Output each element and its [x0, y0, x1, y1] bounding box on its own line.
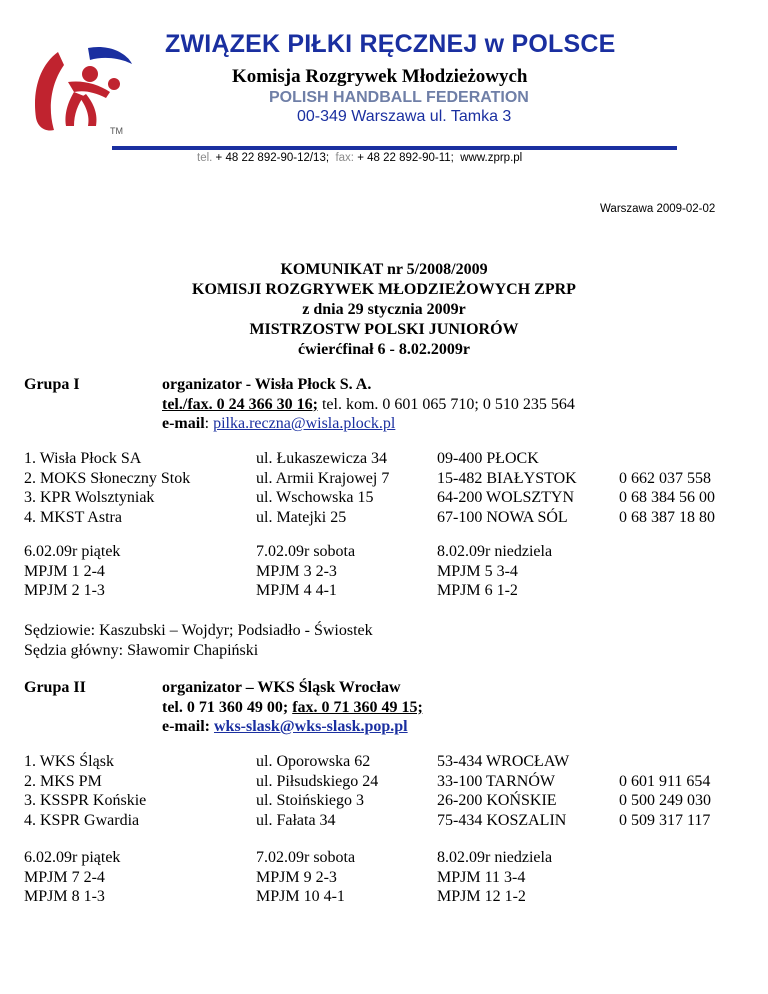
group1-tel-fax: tel./fax. 0 24 366 30 16; — [162, 395, 318, 413]
list-item: 75-434 KOSZALIN — [437, 811, 567, 829]
list-item: 0 509 317 117 — [619, 811, 711, 829]
list-item: 6.02.09r piątek — [24, 543, 121, 560]
trademark-mark: TM — [110, 126, 123, 136]
list-item: MPJM 7 2-4 — [24, 868, 105, 886]
list-item: 0 601 911 654 — [619, 772, 711, 790]
group1-referees: Sędziowie: Kaszubski – Wojdyr; Podsiadło - Świostek — [24, 622, 373, 639]
group2-organizer-block — [162, 678, 423, 737]
group2-teams — [24, 752, 146, 830]
list-item: ul. Matejki 25 — [256, 508, 347, 526]
commission-name: Komisja Rozgrywek Młodzieżowych — [232, 66, 528, 87]
document-date: Warszawa 2009-02-02 — [600, 203, 716, 215]
list-item: MPJM 12 1-2 — [437, 888, 526, 905]
list-item: ul. Łukaszewicza 34 — [256, 450, 388, 467]
list-item: 6.02.09r piątek — [24, 849, 121, 866]
list-item: 3. KSSPR Końskie — [24, 792, 147, 809]
announcement-heading — [0, 260, 768, 360]
group1-day1-schedule — [24, 542, 120, 601]
announcement-line-5: ćwierćfinał 6 - 8.02.2009r — [298, 341, 470, 358]
list-item: 26-200 KOŃSKIE — [437, 792, 557, 809]
announcement-line-2: KOMISJI ROZGRYWEK MŁODZIEŻOWYCH ZPRP — [192, 281, 576, 298]
list-item: 8.02.09r niedziela — [437, 543, 553, 560]
list-item: 64-200 WOLSZTYN — [437, 489, 575, 506]
group2-email-link[interactable]: wks-slask@wks-slask.pop.pl — [213, 718, 408, 735]
group2-email-label: e-mail: — [162, 718, 214, 735]
list-item: 1. Wisła Płock SA — [24, 450, 142, 467]
list-item: 4. KSPR Gwardia — [24, 811, 140, 829]
tel-label: tel. — [197, 152, 213, 164]
website-link[interactable]: www.zprp.pl — [460, 152, 523, 164]
group2-label: Grupa II — [24, 679, 86, 696]
list-item: 0 662 037 558 — [619, 469, 711, 487]
list-item: 53-434 WROCŁAW — [437, 753, 570, 770]
list-item: 3. KPR Wolsztyniak — [24, 489, 155, 506]
announcement-line-1: KOMUNIKAT nr 5/2008/2009 — [280, 261, 488, 278]
group1-head-referee: Sędzia główny: Sławomir Chapiński — [24, 641, 259, 659]
announcement-line-4: MISTRZOSTW POLSKI JUNIORÓW — [249, 321, 519, 338]
list-item: 7.02.09r sobota — [256, 849, 356, 866]
list-item: MPJM 11 3-4 — [437, 868, 526, 886]
group1-label: Grupa I — [24, 376, 80, 393]
zprp-logo — [28, 40, 138, 140]
list-item: 09-400 PŁOCK — [437, 450, 539, 467]
group1-teams — [24, 449, 190, 527]
list-item: 0 68 384 56 00 — [619, 489, 715, 506]
list-item: MPJM 8 1-3 — [24, 888, 105, 905]
list-item: ul. Piłsudskiego 24 — [256, 772, 379, 790]
list-item: 0 500 249 030 — [619, 792, 711, 809]
header-contact-line — [197, 152, 522, 164]
group2-day1-schedule — [24, 848, 120, 907]
list-item: 0 68 387 18 80 — [619, 508, 715, 526]
list-item: MPJM 5 3-4 — [437, 562, 518, 580]
list-item: 4. MKST Astra — [24, 508, 122, 526]
list-item: ul. Oporowska 62 — [256, 753, 371, 770]
list-item: 33-100 TARNÓW — [437, 772, 555, 790]
list-item: MPJM 1 2-4 — [24, 562, 105, 580]
fax-label: fax: — [335, 152, 354, 164]
federation-title: ZWIĄZEK PIŁKI RĘCZNEJ w POLSCE — [165, 30, 616, 58]
list-item: MPJM 9 2-3 — [256, 868, 337, 886]
announcement-line-3: z dnia 29 stycznia 2009r — [302, 301, 466, 318]
list-item: ul. Stoińskiego 3 — [256, 792, 365, 809]
group1-email-link[interactable]: pilka.reczna@wisla.plock.pl — [213, 415, 396, 432]
list-item: MPJM 10 4-1 — [256, 888, 345, 905]
federation-address: 00-349 Warszawa ul. Tamka 3 — [297, 108, 512, 125]
group2-day3-schedule — [437, 848, 552, 907]
list-item: 1. WKS Śląsk — [24, 753, 114, 770]
list-item: 2. MKS PM — [24, 772, 102, 790]
list-item: MPJM 2 1-3 — [24, 582, 105, 599]
list-item: ul. Fałata 34 — [256, 811, 336, 829]
fax-value: + 48 22 892-90-11; — [357, 152, 454, 164]
group1-cities — [437, 449, 577, 527]
group2-streets — [256, 752, 378, 830]
tel-value: + 48 22 892-90-12/13; — [215, 152, 330, 164]
group2-day2-schedule — [256, 848, 355, 907]
group1-phones — [619, 469, 715, 528]
group2-fax: fax. 0 71 360 49 15; — [292, 698, 423, 716]
list-item: 67-100 NOWA SÓL — [437, 508, 568, 526]
group1-tel-mobile: tel. kom. 0 601 065 710; 0 510 235 564 — [317, 395, 575, 413]
group1-organizer-block — [162, 375, 575, 434]
list-item: 15-482 BIAŁYSTOK — [437, 469, 577, 487]
group1-referees-block — [24, 621, 373, 660]
list-item: MPJM 3 2-3 — [256, 562, 337, 580]
header-divider — [112, 146, 677, 150]
list-item: 2. MOKS Słoneczny Stok — [24, 469, 191, 487]
list-item: MPJM 6 1-2 — [437, 582, 518, 599]
group1-organizer: organizator - Wisła Płock S. A. — [162, 376, 372, 393]
group2-tel: tel. 0 71 360 49 00; — [162, 698, 293, 716]
group2-phones — [619, 772, 711, 831]
group1-day3-schedule — [437, 542, 552, 601]
list-item: ul. Armii Krajowej 7 — [256, 469, 390, 487]
list-item: 8.02.09r niedziela — [437, 849, 553, 866]
group1-streets — [256, 449, 389, 527]
group1-email-label: e-mail — [162, 415, 205, 432]
group2-cities — [437, 752, 569, 830]
group1-email-separator: : — [204, 415, 214, 432]
list-item: MPJM 4 4-1 — [256, 582, 337, 599]
group2-organizer: organizator – WKS Śląsk Wrocław — [162, 679, 401, 696]
list-item: 7.02.09r sobota — [256, 543, 356, 560]
list-item: ul. Wschowska 15 — [256, 489, 374, 506]
group1-day2-schedule — [256, 542, 355, 601]
federation-english-name: POLISH HANDBALL FEDERATION — [269, 89, 529, 106]
